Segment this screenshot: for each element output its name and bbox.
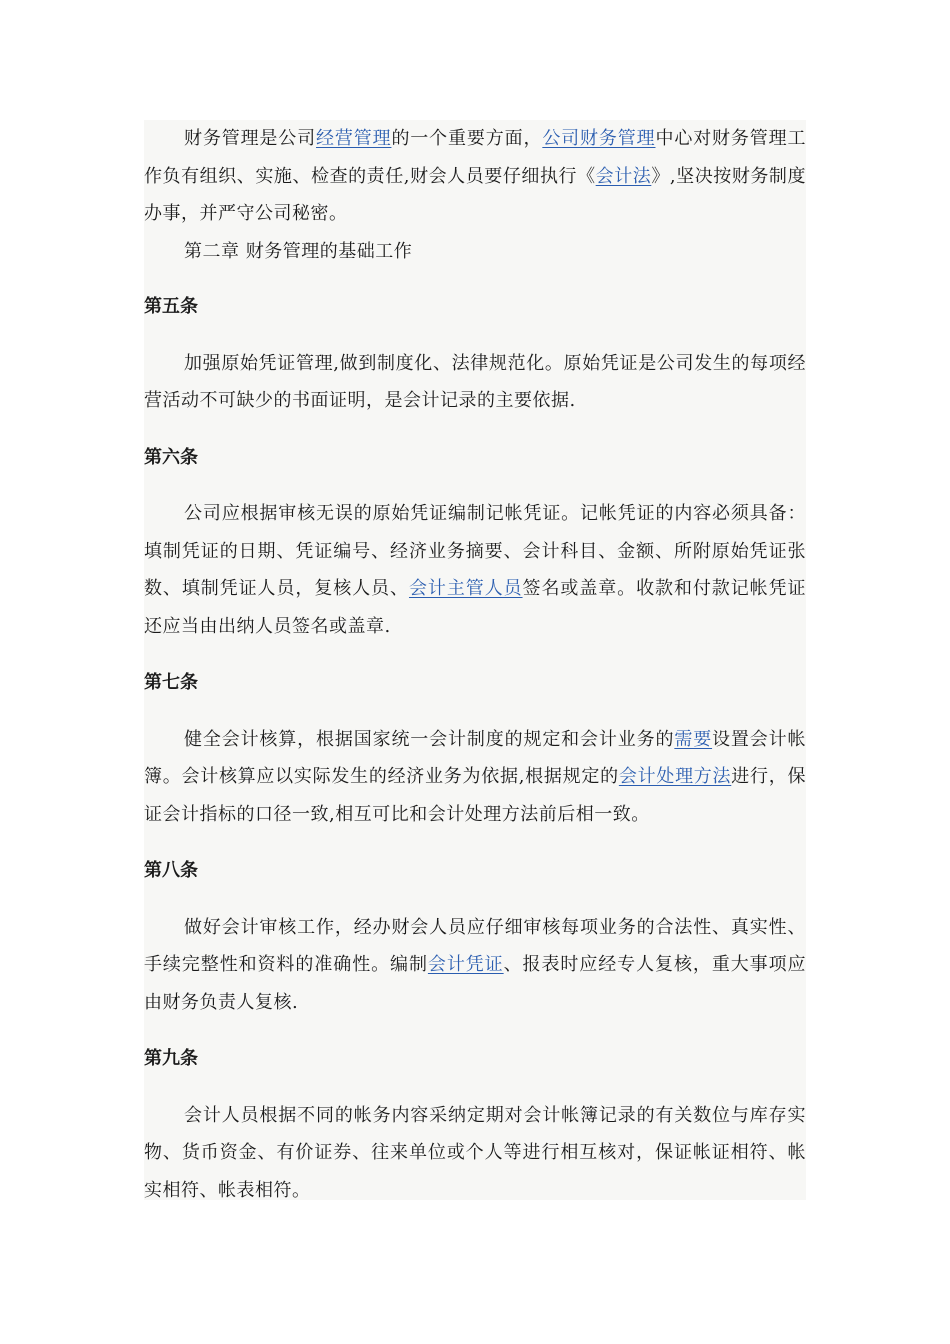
chapter-title: 第二章 财务管理的基础工作 — [184, 240, 413, 262]
link-accounting-law[interactable]: 会计法 — [595, 165, 652, 187]
document-body — [144, 120, 806, 1228]
article-6-text-2: 签名或盖章。收款和付款记帐凭证还应当由出纳人员签名或盖章. — [144, 578, 807, 637]
article-body-7 — [144, 721, 806, 834]
article-heading-7: 第七条 — [144, 672, 198, 693]
intro-text-3: 中心对财务管理工作负有组织、实施、检查的责任,财会人员要仔细执行《 — [144, 128, 806, 187]
article-7-text-2: 设置会计帐簿。会计核算应以实际发生的经济业务为依据,根据规定的 — [144, 728, 806, 787]
article-body-5 — [144, 345, 806, 420]
intro-text-1: 财务管理是公司 — [184, 128, 317, 149]
link-accounting-vouchers[interactable]: 会计凭证 — [427, 954, 504, 975]
article-body-9 — [144, 1097, 806, 1210]
article-heading-5: 第五条 — [144, 296, 198, 317]
link-needs[interactable]: 需要 — [674, 728, 713, 750]
link-operations-management[interactable]: 经营管理 — [316, 128, 392, 149]
article-heading-8: 第八条 — [144, 860, 198, 881]
article-7-text-1: 健全会计核算，根据国家统一会计制度的规定和会计业务的 — [184, 728, 675, 750]
article-heading-6: 第六条 — [144, 446, 198, 468]
intro-text-4: 》,坚决按财务制度办事，并严守公司秘密。 — [144, 165, 806, 224]
article-5-text: 加强原始凭证管理,做到制度化、法律规范化。原始凭证是公司发生的每项经营活动不可缺少的书面证明，是会计记录的主要依据. — [144, 352, 806, 411]
article-8-text-2: 、报表时应经专人复核，重大事项应由财务负责人复核. — [144, 954, 807, 1013]
article-body-8 — [144, 909, 806, 1022]
link-accounting-supervisor[interactable]: 会计主管人员 — [408, 578, 523, 599]
intro-text-2: 的一个重要方面， — [391, 128, 543, 149]
link-accounting-methods[interactable]: 会计处理方法 — [618, 766, 732, 787]
article-8-text-1: 做好会计审核工作，经办财会人员应仔细审核每项业务的合法性、真实性、手续完整性和资料的准确性。编制 — [144, 916, 806, 975]
article-7-text-3: 进行，保证会计指标的口径一致,相互可比和会计处理方法前后相一致。 — [144, 766, 806, 825]
intro-paragraph — [144, 120, 806, 233]
article-heading-9: 第九条 — [144, 1048, 198, 1069]
link-company-financial-management[interactable]: 公司财务管理 — [542, 128, 656, 149]
article-body-6 — [144, 495, 806, 645]
article-9-text: 会计人员根据不同的帐务内容采纳定期对会计帐簿记录的有关数位与库存实物、货币资金、有价证券、往来单位或个人等进行相互核对，保证帐证相符、帐实相符、帐表相符。 — [144, 1104, 806, 1201]
article-6-text-1: 公司应根据审核无误的原始凭证编制记帐凭证。记帐凭证的内容必须具备：填制凭证的日期、凭证编号、经济业务摘要、会计科目、金额、所附原始凭证张数、填制凭证人员，复核人员、 — [144, 503, 806, 599]
